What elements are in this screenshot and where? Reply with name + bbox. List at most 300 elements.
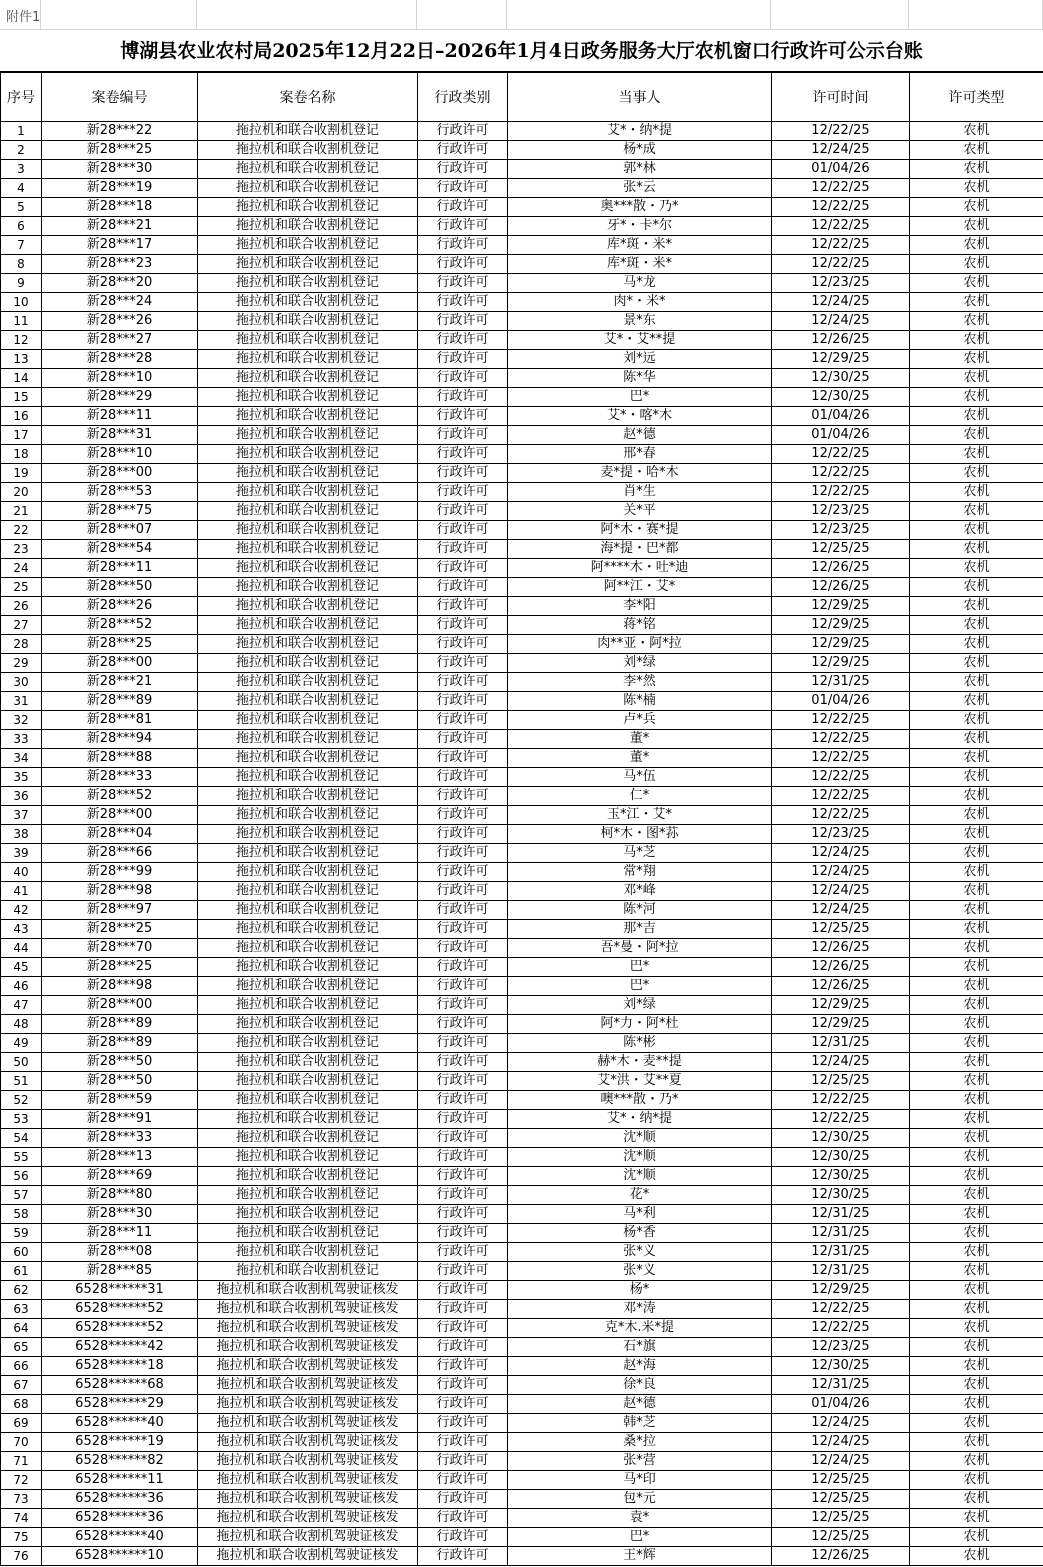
cell-party[interactable]: 艾*・喀*木 — [508, 407, 772, 426]
cell-seq[interactable]: 13 — [1, 350, 42, 369]
cell-case-name[interactable]: 拖拉机和联合收割机登记 — [198, 958, 418, 977]
cell-seq[interactable]: 72 — [1, 1471, 42, 1490]
cell-permit-type[interactable]: 农机 — [910, 1395, 1043, 1414]
cell-case-name[interactable]: 拖拉机和联合收割机登记 — [198, 616, 418, 635]
cell-party[interactable]: 马*芝 — [508, 844, 772, 863]
cell-case-name[interactable]: 拖拉机和联合收割机登记 — [198, 654, 418, 673]
cell-case-name[interactable]: 拖拉机和联合收割机登记 — [198, 977, 418, 996]
cell-party[interactable]: 牙*・卡*尔 — [508, 217, 772, 236]
cell-admin-category[interactable]: 行政许可 — [418, 445, 508, 464]
cell-permit-date[interactable]: 12/26/25 — [772, 1547, 910, 1566]
cell-party[interactable]: 刘*绿 — [508, 654, 772, 673]
cell-admin-category[interactable]: 行政许可 — [418, 521, 508, 540]
cell-case-no[interactable]: 新28***17 — [42, 236, 198, 255]
cell-permit-type[interactable]: 农机 — [910, 426, 1043, 445]
cell-permit-type[interactable]: 农机 — [910, 1509, 1043, 1528]
cell-case-name[interactable]: 拖拉机和联合收割机登记 — [198, 1034, 418, 1053]
cell-case-name[interactable]: 拖拉机和联合收割机登记 — [198, 559, 418, 578]
cell-admin-category[interactable]: 行政许可 — [418, 179, 508, 198]
cell-admin-category[interactable]: 行政许可 — [418, 1357, 508, 1376]
cell-seq[interactable]: 53 — [1, 1110, 42, 1129]
cell-permit-type[interactable]: 农机 — [910, 1319, 1043, 1338]
cell-admin-category[interactable]: 行政许可 — [418, 1547, 508, 1566]
cell-admin-category[interactable]: 行政许可 — [418, 1433, 508, 1452]
cell-case-no[interactable]: 新28***70 — [42, 939, 198, 958]
cell-case-no[interactable]: 新28***13 — [42, 1148, 198, 1167]
cell-permit-date[interactable]: 12/23/25 — [772, 825, 910, 844]
cell-party[interactable]: 巴* — [508, 958, 772, 977]
cell-permit-date[interactable]: 12/22/25 — [772, 483, 910, 502]
cell-permit-type[interactable]: 农机 — [910, 1376, 1043, 1395]
cell-party[interactable]: 巴* — [508, 1528, 772, 1547]
cell-seq[interactable]: 30 — [1, 673, 42, 692]
cell-case-name[interactable]: 拖拉机和联合收割机登记 — [198, 540, 418, 559]
cell-admin-category[interactable]: 行政许可 — [418, 1319, 508, 1338]
cell-permit-date[interactable]: 12/22/25 — [772, 236, 910, 255]
cell-case-no[interactable]: 新28***11 — [42, 559, 198, 578]
cell-seq[interactable]: 1 — [1, 122, 42, 141]
cell-admin-category[interactable]: 行政许可 — [418, 1205, 508, 1224]
cell-case-name[interactable]: 拖拉机和联合收割机登记 — [198, 1167, 418, 1186]
cell-party[interactable]: 桑*拉 — [508, 1433, 772, 1452]
cell-admin-category[interactable]: 行政许可 — [418, 1034, 508, 1053]
cell-case-no[interactable]: 新28***91 — [42, 1110, 198, 1129]
cell-case-no[interactable]: 新28***89 — [42, 1034, 198, 1053]
cell-case-no[interactable]: 新28***98 — [42, 977, 198, 996]
cell-party[interactable]: 郭*林 — [508, 160, 772, 179]
cell-seq[interactable]: 59 — [1, 1224, 42, 1243]
cell-seq[interactable]: 12 — [1, 331, 42, 350]
cell-seq[interactable]: 18 — [1, 445, 42, 464]
cell-seq[interactable]: 9 — [1, 274, 42, 293]
cell-permit-type[interactable]: 农机 — [910, 1357, 1043, 1376]
cell-permit-date[interactable]: 01/04/26 — [772, 160, 910, 179]
cell-permit-date[interactable]: 12/31/25 — [772, 673, 910, 692]
cell-case-name[interactable]: 拖拉机和联合收割机登记 — [198, 255, 418, 274]
cell-permit-date[interactable]: 12/25/25 — [772, 1490, 910, 1509]
cell-seq[interactable]: 58 — [1, 1205, 42, 1224]
cell-case-name[interactable]: 拖拉机和联合收割机登记 — [198, 863, 418, 882]
cell-party[interactable]: 玉*江・艾* — [508, 806, 772, 825]
cell-party[interactable]: 肖*生 — [508, 483, 772, 502]
cell-permit-type[interactable]: 农机 — [910, 1490, 1043, 1509]
cell-seq[interactable]: 70 — [1, 1433, 42, 1452]
cell-seq[interactable]: 26 — [1, 597, 42, 616]
cell-permit-type[interactable]: 农机 — [910, 1205, 1043, 1224]
cell-case-no[interactable]: 6528******52 — [42, 1319, 198, 1338]
cell-permit-type[interactable]: 农机 — [910, 1091, 1043, 1110]
cell-admin-category[interactable]: 行政许可 — [418, 996, 508, 1015]
cell-case-name[interactable]: 拖拉机和联合收割机驾驶证核发 — [198, 1319, 418, 1338]
cell-permit-date[interactable]: 12/25/25 — [772, 1471, 910, 1490]
cell-admin-category[interactable]: 行政许可 — [418, 293, 508, 312]
cell-case-no[interactable]: 新28***80 — [42, 1186, 198, 1205]
cell-case-name[interactable]: 拖拉机和联合收割机登记 — [198, 730, 418, 749]
cell-case-name[interactable]: 拖拉机和联合收割机登记 — [198, 1072, 418, 1091]
cell-permit-type[interactable]: 农机 — [910, 616, 1043, 635]
cell-permit-date[interactable]: 12/22/25 — [772, 787, 910, 806]
cell-seq[interactable]: 14 — [1, 369, 42, 388]
cell-permit-type[interactable]: 农机 — [910, 1300, 1043, 1319]
cell-admin-category[interactable]: 行政许可 — [418, 1148, 508, 1167]
cell-case-no[interactable]: 新28***08 — [42, 1243, 198, 1262]
cell-permit-date[interactable]: 12/22/25 — [772, 749, 910, 768]
cell-party[interactable]: 董* — [508, 749, 772, 768]
cell-case-name[interactable]: 拖拉机和联合收割机登记 — [198, 236, 418, 255]
cell-party[interactable]: 库*斑・米* — [508, 236, 772, 255]
cell-party[interactable]: 杨*成 — [508, 141, 772, 160]
cell-case-name[interactable]: 拖拉机和联合收割机驾驶证核发 — [198, 1414, 418, 1433]
cell-party[interactable]: 包*元 — [508, 1490, 772, 1509]
cell-seq[interactable]: 62 — [1, 1281, 42, 1300]
cell-permit-type[interactable]: 农机 — [910, 1281, 1043, 1300]
cell-case-name[interactable]: 拖拉机和联合收割机驾驶证核发 — [198, 1528, 418, 1547]
cell-case-name[interactable]: 拖拉机和联合收割机登记 — [198, 464, 418, 483]
cell-admin-category[interactable]: 行政许可 — [418, 1528, 508, 1547]
cell-permit-type[interactable]: 农机 — [910, 749, 1043, 768]
cell-party[interactable]: 袁* — [508, 1509, 772, 1528]
cell-permit-type[interactable]: 农机 — [910, 1015, 1043, 1034]
cell-admin-category[interactable]: 行政许可 — [418, 464, 508, 483]
cell-party[interactable]: 杨*香 — [508, 1224, 772, 1243]
cell-permit-type[interactable]: 农机 — [910, 274, 1043, 293]
cell-case-name[interactable]: 拖拉机和联合收割机驾驶证核发 — [198, 1471, 418, 1490]
cell-permit-date[interactable]: 12/29/25 — [772, 616, 910, 635]
cell-party[interactable]: 库*斑・米* — [508, 255, 772, 274]
cell-permit-date[interactable]: 12/26/25 — [772, 939, 910, 958]
cell-permit-type[interactable]: 农机 — [910, 1034, 1043, 1053]
cell-case-name[interactable]: 拖拉机和联合收割机登记 — [198, 787, 418, 806]
cell-admin-category[interactable]: 行政许可 — [418, 597, 508, 616]
cell-permit-type[interactable]: 农机 — [910, 312, 1043, 331]
cell-case-name[interactable]: 拖拉机和联合收割机登记 — [198, 635, 418, 654]
cell-admin-category[interactable]: 行政许可 — [418, 388, 508, 407]
cell-permit-date[interactable]: 12/31/25 — [772, 1243, 910, 1262]
cell-seq[interactable]: 36 — [1, 787, 42, 806]
cell-case-no[interactable]: 新28***89 — [42, 692, 198, 711]
cell-permit-type[interactable]: 农机 — [910, 1053, 1043, 1072]
cell-permit-date[interactable]: 12/24/25 — [772, 1414, 910, 1433]
cell-party[interactable]: 关*平 — [508, 502, 772, 521]
cell-party[interactable]: 常*翔 — [508, 863, 772, 882]
cell-permit-type[interactable]: 农机 — [910, 1433, 1043, 1452]
cell-permit-date[interactable]: 12/29/25 — [772, 1015, 910, 1034]
cell-case-no[interactable]: 新28***11 — [42, 407, 198, 426]
cell-case-name[interactable]: 拖拉机和联合收割机登记 — [198, 920, 418, 939]
cell-case-no[interactable]: 新28***26 — [42, 312, 198, 331]
cell-seq[interactable]: 29 — [1, 654, 42, 673]
cell-permit-date[interactable]: 12/30/25 — [772, 1148, 910, 1167]
cell-admin-category[interactable]: 行政许可 — [418, 426, 508, 445]
cell-case-no[interactable]: 新28***33 — [42, 1129, 198, 1148]
cell-permit-type[interactable]: 农机 — [910, 1547, 1043, 1566]
cell-case-name[interactable]: 拖拉机和联合收割机登记 — [198, 274, 418, 293]
cell-seq[interactable]: 32 — [1, 711, 42, 730]
cell-party[interactable]: 张*义 — [508, 1243, 772, 1262]
cell-admin-category[interactable]: 行政许可 — [418, 407, 508, 426]
cell-seq[interactable]: 43 — [1, 920, 42, 939]
cell-case-no[interactable]: 新28***25 — [42, 920, 198, 939]
cell-permit-date[interactable]: 12/26/25 — [772, 578, 910, 597]
cell-seq[interactable]: 51 — [1, 1072, 42, 1091]
annex-cell[interactable] — [41, 0, 197, 30]
cell-case-no[interactable]: 6528******19 — [42, 1433, 198, 1452]
cell-case-no[interactable]: 新28***22 — [42, 122, 198, 141]
cell-case-no[interactable]: 新28***94 — [42, 730, 198, 749]
cell-party[interactable]: 阿*力・阿*杜 — [508, 1015, 772, 1034]
cell-seq[interactable]: 4 — [1, 179, 42, 198]
cell-admin-category[interactable]: 行政许可 — [418, 749, 508, 768]
cell-admin-category[interactable]: 行政许可 — [418, 711, 508, 730]
cell-seq[interactable]: 73 — [1, 1490, 42, 1509]
cell-case-name[interactable]: 拖拉机和联合收割机驾驶证核发 — [198, 1509, 418, 1528]
cell-admin-category[interactable]: 行政许可 — [418, 369, 508, 388]
cell-admin-category[interactable]: 行政许可 — [418, 502, 508, 521]
cell-case-no[interactable]: 6528******36 — [42, 1490, 198, 1509]
cell-admin-category[interactable]: 行政许可 — [418, 1186, 508, 1205]
cell-case-name[interactable]: 拖拉机和联合收割机驾驶证核发 — [198, 1338, 418, 1357]
cell-permit-type[interactable]: 农机 — [910, 331, 1043, 350]
cell-admin-category[interactable]: 行政许可 — [418, 787, 508, 806]
cell-party[interactable]: 赫*木・麦**提 — [508, 1053, 772, 1072]
cell-seq[interactable]: 3 — [1, 160, 42, 179]
cell-admin-category[interactable]: 行政许可 — [418, 255, 508, 274]
cell-case-no[interactable]: 新28***26 — [42, 597, 198, 616]
cell-seq[interactable]: 55 — [1, 1148, 42, 1167]
cell-seq[interactable]: 47 — [1, 996, 42, 1015]
cell-permit-type[interactable]: 农机 — [910, 1072, 1043, 1091]
cell-case-no[interactable]: 新28***52 — [42, 616, 198, 635]
cell-permit-date[interactable]: 12/22/25 — [772, 122, 910, 141]
cell-permit-date[interactable]: 12/22/25 — [772, 179, 910, 198]
cell-party[interactable]: 那*吉 — [508, 920, 772, 939]
cell-permit-date[interactable]: 12/23/25 — [772, 1338, 910, 1357]
cell-permit-type[interactable]: 农机 — [910, 730, 1043, 749]
cell-case-no[interactable]: 新28***69 — [42, 1167, 198, 1186]
cell-case-no[interactable]: 6528******29 — [42, 1395, 198, 1414]
cell-seq[interactable]: 5 — [1, 198, 42, 217]
cell-case-no[interactable]: 新28***98 — [42, 882, 198, 901]
cell-admin-category[interactable]: 行政许可 — [418, 1300, 508, 1319]
cell-party[interactable]: 徐*良 — [508, 1376, 772, 1395]
cell-case-no[interactable]: 6528******36 — [42, 1509, 198, 1528]
cell-seq[interactable]: 66 — [1, 1357, 42, 1376]
cell-permit-type[interactable]: 农机 — [910, 1148, 1043, 1167]
cell-permit-type[interactable]: 农机 — [910, 141, 1043, 160]
cell-case-name[interactable]: 拖拉机和联合收割机登记 — [198, 1110, 418, 1129]
cell-admin-category[interactable]: 行政许可 — [418, 1452, 508, 1471]
cell-case-no[interactable]: 新28***07 — [42, 521, 198, 540]
cell-seq[interactable]: 67 — [1, 1376, 42, 1395]
cell-party[interactable]: 蒋*铭 — [508, 616, 772, 635]
cell-admin-category[interactable]: 行政许可 — [418, 578, 508, 597]
cell-admin-category[interactable]: 行政许可 — [418, 977, 508, 996]
cell-case-name[interactable]: 拖拉机和联合收割机登记 — [198, 407, 418, 426]
cell-case-no[interactable]: 新28***33 — [42, 768, 198, 787]
cell-party[interactable]: 王*辉 — [508, 1547, 772, 1566]
cell-permit-date[interactable]: 12/29/25 — [772, 350, 910, 369]
cell-case-no[interactable]: 新28***75 — [42, 502, 198, 521]
cell-permit-type[interactable]: 农机 — [910, 768, 1043, 787]
cell-case-no[interactable]: 新28***54 — [42, 540, 198, 559]
cell-case-no[interactable]: 新28***25 — [42, 958, 198, 977]
cell-permit-type[interactable]: 农机 — [910, 1186, 1043, 1205]
cell-party[interactable]: 噢***散・乃* — [508, 1091, 772, 1110]
cell-permit-type[interactable]: 农机 — [910, 160, 1043, 179]
cell-permit-date[interactable]: 12/22/25 — [772, 464, 910, 483]
cell-permit-date[interactable]: 12/22/25 — [772, 255, 910, 274]
cell-permit-date[interactable]: 12/23/25 — [772, 521, 910, 540]
cell-case-no[interactable]: 6528******42 — [42, 1338, 198, 1357]
cell-seq[interactable]: 42 — [1, 901, 42, 920]
cell-case-name[interactable]: 拖拉机和联合收割机登记 — [198, 141, 418, 160]
cell-case-name[interactable]: 拖拉机和联合收割机登记 — [198, 122, 418, 141]
cell-permit-type[interactable]: 农机 — [910, 483, 1043, 502]
cell-admin-category[interactable]: 行政许可 — [418, 825, 508, 844]
cell-case-no[interactable]: 新28***59 — [42, 1091, 198, 1110]
cell-admin-category[interactable]: 行政许可 — [418, 635, 508, 654]
cell-permit-type[interactable]: 农机 — [910, 844, 1043, 863]
cell-seq[interactable]: 50 — [1, 1053, 42, 1072]
cell-permit-date[interactable]: 12/24/25 — [772, 1433, 910, 1452]
cell-permit-type[interactable]: 农机 — [910, 1224, 1043, 1243]
cell-seq[interactable]: 37 — [1, 806, 42, 825]
cell-admin-category[interactable]: 行政许可 — [418, 1243, 508, 1262]
cell-permit-date[interactable]: 01/04/26 — [772, 1395, 910, 1414]
cell-case-no[interactable]: 6528******52 — [42, 1300, 198, 1319]
cell-party[interactable]: 马*印 — [508, 1471, 772, 1490]
cell-case-no[interactable]: 新28***81 — [42, 711, 198, 730]
cell-permit-type[interactable]: 农机 — [910, 882, 1043, 901]
annex-cell[interactable] — [197, 0, 417, 30]
cell-case-name[interactable]: 拖拉机和联合收割机登记 — [198, 1205, 418, 1224]
cell-case-name[interactable]: 拖拉机和联合收割机登记 — [198, 388, 418, 407]
cell-permit-type[interactable]: 农机 — [910, 958, 1043, 977]
cell-case-name[interactable]: 拖拉机和联合收割机登记 — [198, 1148, 418, 1167]
cell-party[interactable]: 巴* — [508, 977, 772, 996]
cell-case-no[interactable]: 新28***50 — [42, 1053, 198, 1072]
cell-seq[interactable]: 11 — [1, 312, 42, 331]
cell-permit-date[interactable]: 12/30/25 — [772, 1167, 910, 1186]
cell-case-name[interactable]: 拖拉机和联合收割机驾驶证核发 — [198, 1433, 418, 1452]
cell-case-name[interactable]: 拖拉机和联合收割机登记 — [198, 217, 418, 236]
cell-party[interactable]: 阿****木・吐*迪 — [508, 559, 772, 578]
cell-case-name[interactable]: 拖拉机和联合收割机驾驶证核发 — [198, 1281, 418, 1300]
cell-seq[interactable]: 45 — [1, 958, 42, 977]
cell-party[interactable]: 张*义 — [508, 1262, 772, 1281]
cell-case-no[interactable]: 新28***23 — [42, 255, 198, 274]
cell-case-name[interactable]: 拖拉机和联合收割机驾驶证核发 — [198, 1300, 418, 1319]
cell-permit-date[interactable]: 01/04/26 — [772, 692, 910, 711]
cell-admin-category[interactable]: 行政许可 — [418, 806, 508, 825]
cell-party[interactable]: 刘*绿 — [508, 996, 772, 1015]
cell-permit-date[interactable]: 12/22/25 — [772, 768, 910, 787]
cell-seq[interactable]: 46 — [1, 977, 42, 996]
cell-permit-type[interactable]: 农机 — [910, 198, 1043, 217]
cell-case-no[interactable]: 新28***18 — [42, 198, 198, 217]
cell-permit-type[interactable]: 农机 — [910, 1262, 1043, 1281]
cell-permit-type[interactable]: 农机 — [910, 692, 1043, 711]
cell-permit-date[interactable]: 12/24/25 — [772, 1053, 910, 1072]
cell-party[interactable]: 沈*顺 — [508, 1129, 772, 1148]
cell-admin-category[interactable]: 行政许可 — [418, 692, 508, 711]
cell-case-no[interactable]: 6528******10 — [42, 1547, 198, 1566]
cell-permit-date[interactable]: 12/22/25 — [772, 445, 910, 464]
cell-permit-type[interactable]: 农机 — [910, 369, 1043, 388]
cell-party[interactable]: 肉*・米* — [508, 293, 772, 312]
cell-admin-category[interactable]: 行政许可 — [418, 1167, 508, 1186]
cell-case-no[interactable]: 新28***00 — [42, 806, 198, 825]
cell-case-name[interactable]: 拖拉机和联合收割机驾驶证核发 — [198, 1357, 418, 1376]
cell-case-name[interactable]: 拖拉机和联合收割机登记 — [198, 1262, 418, 1281]
cell-seq[interactable]: 56 — [1, 1167, 42, 1186]
cell-case-no[interactable]: 新28***89 — [42, 1015, 198, 1034]
cell-case-name[interactable]: 拖拉机和联合收割机登记 — [198, 1129, 418, 1148]
cell-permit-type[interactable]: 农机 — [910, 1338, 1043, 1357]
cell-case-no[interactable]: 新28***19 — [42, 179, 198, 198]
cell-case-name[interactable]: 拖拉机和联合收割机登记 — [198, 331, 418, 350]
cell-case-no[interactable]: 新28***00 — [42, 654, 198, 673]
cell-seq[interactable]: 54 — [1, 1129, 42, 1148]
cell-seq[interactable]: 25 — [1, 578, 42, 597]
cell-seq[interactable]: 33 — [1, 730, 42, 749]
cell-permit-date[interactable]: 12/26/25 — [772, 331, 910, 350]
cell-party[interactable]: 韩*芝 — [508, 1414, 772, 1433]
cell-seq[interactable]: 8 — [1, 255, 42, 274]
cell-permit-date[interactable]: 12/30/25 — [772, 388, 910, 407]
cell-permit-date[interactable]: 12/31/25 — [772, 1205, 910, 1224]
cell-permit-date[interactable]: 12/25/25 — [772, 540, 910, 559]
cell-admin-category[interactable]: 行政许可 — [418, 654, 508, 673]
cell-case-name[interactable]: 拖拉机和联合收割机登记 — [198, 293, 418, 312]
cell-case-name[interactable]: 拖拉机和联合收割机登记 — [198, 369, 418, 388]
cell-case-name[interactable]: 拖拉机和联合收割机登记 — [198, 673, 418, 692]
cell-admin-category[interactable]: 行政许可 — [418, 1509, 508, 1528]
cell-seq[interactable]: 48 — [1, 1015, 42, 1034]
cell-seq[interactable]: 20 — [1, 483, 42, 502]
cell-party[interactable]: 张*营 — [508, 1452, 772, 1471]
cell-party[interactable]: 艾*洪・艾**夏 — [508, 1072, 772, 1091]
cell-admin-category[interactable]: 行政许可 — [418, 312, 508, 331]
cell-permit-date[interactable]: 12/30/25 — [772, 1129, 910, 1148]
cell-permit-date[interactable]: 12/31/25 — [772, 1034, 910, 1053]
cell-case-no[interactable]: 新28***00 — [42, 464, 198, 483]
cell-permit-type[interactable]: 农机 — [910, 863, 1043, 882]
cell-permit-type[interactable]: 农机 — [910, 445, 1043, 464]
cell-case-no[interactable]: 新28***25 — [42, 635, 198, 654]
cell-party[interactable]: 张*云 — [508, 179, 772, 198]
cell-case-name[interactable]: 拖拉机和联合收割机登记 — [198, 160, 418, 179]
cell-admin-category[interactable]: 行政许可 — [418, 160, 508, 179]
cell-permit-date[interactable]: 12/25/25 — [772, 1528, 910, 1547]
cell-permit-date[interactable]: 01/04/26 — [772, 407, 910, 426]
cell-permit-date[interactable]: 12/25/25 — [772, 920, 910, 939]
cell-case-name[interactable]: 拖拉机和联合收割机登记 — [198, 483, 418, 502]
cell-party[interactable]: 赵*海 — [508, 1357, 772, 1376]
cell-permit-date[interactable]: 12/25/25 — [772, 1509, 910, 1528]
cell-permit-date[interactable]: 12/22/25 — [772, 1300, 910, 1319]
cell-case-name[interactable]: 拖拉机和联合收割机登记 — [198, 312, 418, 331]
cell-party[interactable]: 赵*德 — [508, 1395, 772, 1414]
cell-case-no[interactable]: 新28***21 — [42, 673, 198, 692]
cell-admin-category[interactable]: 行政许可 — [418, 236, 508, 255]
cell-case-name[interactable]: 拖拉机和联合收割机登记 — [198, 939, 418, 958]
cell-seq[interactable]: 38 — [1, 825, 42, 844]
cell-admin-category[interactable]: 行政许可 — [418, 1015, 508, 1034]
cell-admin-category[interactable]: 行政许可 — [418, 1129, 508, 1148]
cell-case-no[interactable]: 新28***30 — [42, 160, 198, 179]
cell-admin-category[interactable]: 行政许可 — [418, 673, 508, 692]
